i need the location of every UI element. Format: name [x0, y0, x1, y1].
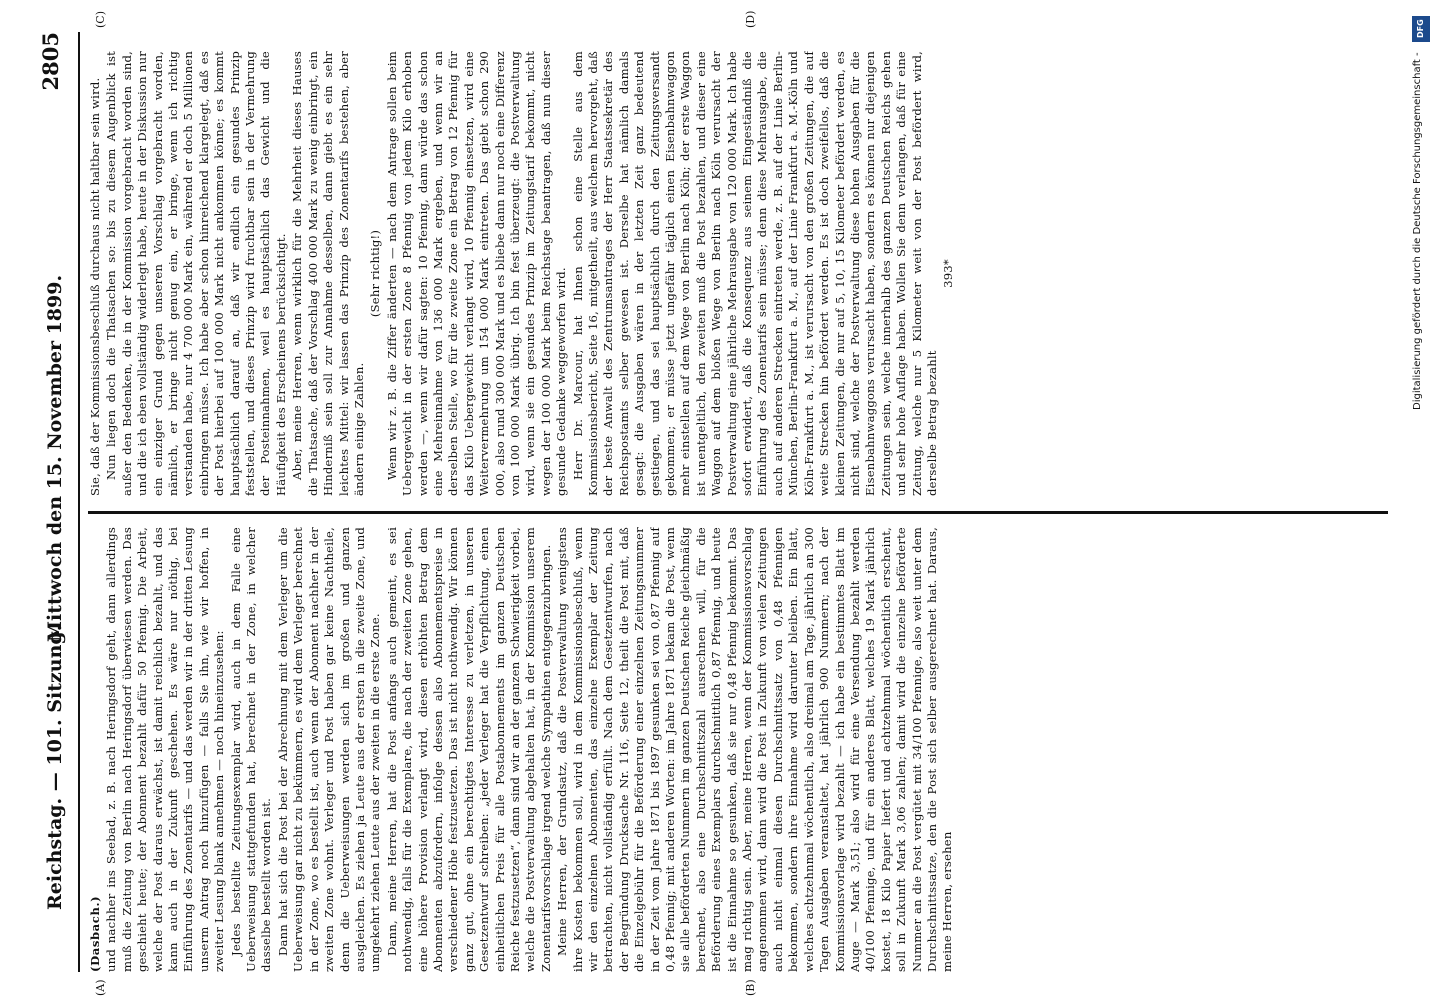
page-number: 2805 [38, 32, 63, 91]
right-column [88, 51, 1388, 496]
right-paragraph: Nun liegen doch die Thatsachen so: bis zu diesem Augenblick ist außer den Bedenken, die in der Kommission vorgebracht worden sind, und die ich eben vollständig widerlegt habe, heute in der Diskussion nur ein einziger Grund gegen unseren Vorschlag vorgebracht worden, nämlich, er bringe nicht genug ein, er bringe, wenn ich richtig verstanden habe, nur 4 700 000 Mark ein, während er doch 5 Millionen einbringen müsse. Ich habe aber schon hinreichend klargelegt, daß es der Post hierbei auf 100 000 Mark nicht ankommen könne; es kommt hauptsächlich darauf an, daß wir endlich ein gesundes Prinzip feststellen, und dieses Prinzip wird fruchtbar sein in der Vermehrung der Posteinnahmen, weil es hauptsächlich das Gewicht und die Häufigkeit des Erscheinens berücksichtigt. [104, 51, 288, 496]
page-header [34, 32, 80, 972]
column-divider [88, 511, 1388, 514]
interjection: (Sehr richtig!) [368, 229, 383, 318]
page-body [34, 10, 1404, 996]
left-paragraph: und nachher ins Seebad, z. B. nach Heringsdorf geht, dann allerdings muß die Zeitung von Berlin nach Heringsdorf überwiesen werden. Das geschieht heute; der Abonnent bezahlt dafür 50 Pfennig. Die Arbeit, welche der Post daraus erwächst, ist damit reichlich bezahlt, und das kann auch in der Zukunft geschehen. Es wäre nur nöthig, bei Einführung des Zonentarifs — und das werden wir in der dritten Lesung unserm Antrag noch hinzufügen — falls Sie ihn, wie wir hoffen, in zweiter Lesung blank annehmen — noch hineinzusehen: [104, 527, 227, 972]
right-paragraph: Sie, daß der Kommissionsbeschluß durchaus nicht haltbar sein wird. [88, 77, 102, 496]
dfg-sidebar [1410, 8, 1432, 992]
left-paragraph: Dann, meine Herren, hat die Post anfangs auch gemeint, es sei nothwendig, falls für die Exemplare, die nach der zweiten Zone gehen, eine höhere Provision verlangt wird, diesen erhöhten Betrag dem Abonnenten abzufordern, infolge dessen also Abonnementspreise in verschiedener Höhe festzusetzen. Das ist nicht nothwendig. Wir können ganz gut, ohne ein berechtigtes Interesse zu verletzen, in unseren Gesetzentwurf schreiben: „jeder Verleger hat die Verpflichtung, einen einheitlichen Preis für alle Postabonnements im ganzen Deutschen Reiche festzusetzen“, dann sind wir an der ganzen Schwierigkeit vorbei, welche die Postverwaltung abgehalten hat, in der Kommission unserem Zonentarifsvorschlage irgend welche Sympathien entgegenzubringen. [384, 527, 553, 972]
right-paragraph: Aber, meine Herren, wenn wirklich für die Mehrheit dieses Hauses die Thatsache, daß der Vorschlag 400 000 Mark zu wenig einbringt, ein Hinderniß sein soll zur Annahme desselben, dann giebt es ein sehr leichtes Mittel: wir lassen das Prinzip des Zonentarifs bestehen, aber ändern einige Zahlen. [290, 51, 366, 496]
margin-marker-c: (C) [94, 11, 107, 28]
dfg-credit-text: Digitalisierung gefördert durch die Deutsche Forschungsgemeinschaft - [1412, 52, 1423, 410]
dfg-logo: DFG [1412, 16, 1430, 42]
margin-marker-b: (B) [744, 979, 757, 996]
left-paragraph: Meine Herren, der Grundsatz, daß die Postverwaltung wenigstens ihre Kosten bekommen soll, wird in dem Kommissionsbeschluß, wenn wir den einzelnen Abonnenten, das einzelne Exemplar der Zeitung betrachten, nicht vollständig erfüllt. Nach dem Gesetzentwurfen, nach der Begründung Drucksache Nr. 116, Seite 12, theilt die Post mit, daß die Einzelgebühr für die Beförderung einer einzelnen Zeitungsnummer in der Zeit vom Jahre 1871 bis 1897 gesunken sei von 0,87 Pfennig auf 0,48 Pfennig; mit anderen Worten: im Jahre 1871 bekam die Post, wenn sie alle beförderten Nummern im ganzen Deutschen Reiche gleichmäßig berechnet, also eine Durchschnittszahl ausrechnen will, für die Beförderung eines Exemplars durchschnittlich 0,87 Pfennig, und heute ist die Einnahme so gesunken, daß sie nur 0,48 Pfennig bekommt. Das mag richtig sein. Aber, meine Herren, wenn der Kommissionsvorschlag angenommen wird, dann wird die Post in Zukunft von vielen Zeitungen auch nicht einmal diesen Durchschnittssatz von 0,48 Pfennigen bekommen, sondern ihre Einnahme wird darunter bleiben. Ein Blatt, welches achtzehnmal wöchentlich, also dreimal am Tage, jährlich an 300 Tagen Ausgaben veranstaltet, hat jährlich 900 Nummern; nach der Kommissionsvorlage wird bezahlt — ich habe ein bestimmtes Blatt im Auge — Mark 3,51; also wird für eine Versendung bezahlt werden 40/100 Pfennige, und für ein anderes Blatt, welches 19 Mark jährlich kostet, 18 Kilo Papier liefert und achtzehnmal wöchentlich erscheint, soll in Zukunft Mark 3,06 zahlen; damit wird die einzelne beförderte Nummer an die Post vergütet mit 34/100 Pfennige, also weit unter dem Durchschnittssatze, den die Post sich selber ausgerechnet hat. Daraus, meine Herren, ersehen [555, 527, 955, 972]
left-paragraph: Jedes bestellte Zeitungsexemplar wird, auch in dem Falle eine Ueberweisung stattgefunden hat, berechnet in der Zone, in welcher dasselbe bestellt worden ist. [228, 527, 274, 972]
footer-mark: 393* [941, 259, 956, 288]
right-paragraph: Wenn wir z. B. die Ziffer änderten — nach dem Antrage sollen beim Uebergewicht in der ersten Zone 8 Pfennig von jedem Kilo erhoben werden —, wenn wir dafür sagten: 10 Pfennig, dann würde das schon eine Mehreinnahme von 136 000 Mark ergeben, und wenn wir an derselben Stelle, wo für die zweite Zone ein Betrag von 12 Pfennig für das Kilo Uebergewicht verlangt wird, 10 Pfennig einsetzen, wird eine Weitervermehrung um 154 000 Mark eintreten. Das giebt schon 290 000, also rund 300 000 Mark und es bliebe dann nur noch eine Differenz von 100 000 Mark übrig. Ich bin fest überzeugt: die Postverwaltung wird, wenn sie ein gesundes Prinzip im Zeitungstarif bekommt, nicht wegen der 100 000 Mark beim Reichstage beantragen, daß nun dieser gesunde Gedanke weggeworfen wird. [384, 51, 569, 496]
speaker-tag: (Dasbach.) [88, 895, 102, 972]
text-columns [88, 32, 1388, 972]
right-paragraph: Herr Dr. Marcour, hat Ihnen schon eine Stelle aus dem Kommissionsbericht, Seite 16, mitgetheilt, aus welchem hervorgeht, daß der beste Anwalt des Zentrumsantrages der Herr Staatssekretär des Reichspostamts selber gewesen ist. Derselbe hat nämlich damals gesagt: die Ausgaben wären in der letzten Zeit ganz bedeutend gestiegen, und das sei hauptsächlich durch den Zeitungsversandt gekommen; er müsse jetzt ungefähr täglich einen Eisenbahnwaggon mehr einstellen auf dem Wege von Berlin nach Köln; der erste Waggon ist unentgeltlich, den zweiten muß die Post bezahlen, und dieser eine Waggon auf dem bloßen Wege von Berlin nach Köln verursacht der Postverwaltung eine jährliche Mehrausgabe von 120 000 Mark. Ich habe sofort erwidert, daß die Konsequenz aus seinem Eingeständniß die Einführung des Zonentarifs sein müsse; denn diese Mehrausgabe, die auch auf anderen Strecken eintreten werde, z. B. auf der Linie Berlin-München, Berlin-Frankfurt a. M., auf der Linie Frankfurt a. M.-Köln und Köln-Frankfurt a. M., ist verursacht von den großen Zeitungen, die auf weite Strecken hin befördert werden. Es ist doch zweifellos, daß die kleinen Zeitungen, die nur auf 5, 10, 15 Kilometer befördert werden, es nicht sind, welche der Postverwaltung diese hohen Ausgaben für die Eisenbahnwaggons verursacht haben, sondern es können nur diejenigen Zeitungen sein, welche innerhalb des ganzen Deutschen Reichs gehen und sehr hohe Auflage haben. Wollen Sie denn verlangen, daß für eine Zeitung, welche nur 5 Kilometer weit von der Post befördert wird, derselbe Betrag bezahlt [570, 51, 939, 496]
margin-marker-d: (D) [744, 10, 757, 28]
left-column [88, 527, 1388, 972]
header-date: Mittwoch den 15. November 1899. [44, 274, 66, 642]
margin-marker-a: (A) [94, 979, 107, 996]
header-title: Reichstag. — 101. Sitzung. [44, 624, 66, 910]
left-paragraph: Dann hat sich die Post bei der Abrechnung mit dem Verleger um die Ueberweisung gar nicht zu bekümmern, es wird dem Verleger berechnet in der Zone, wo es bestellt ist, auch wenn der Abonnent nachher in der zweiten Zone wohnt. Verleger und Post haben gar keine Nachtheile, denn die Ueberweisungen werden sich im großen und ganzen ausgleichen. Es ziehen ja Leute aus der ersten in die zweite Zone, und umgekehrt ziehen Leute aus der zweiten in die erste Zone. [275, 527, 383, 972]
